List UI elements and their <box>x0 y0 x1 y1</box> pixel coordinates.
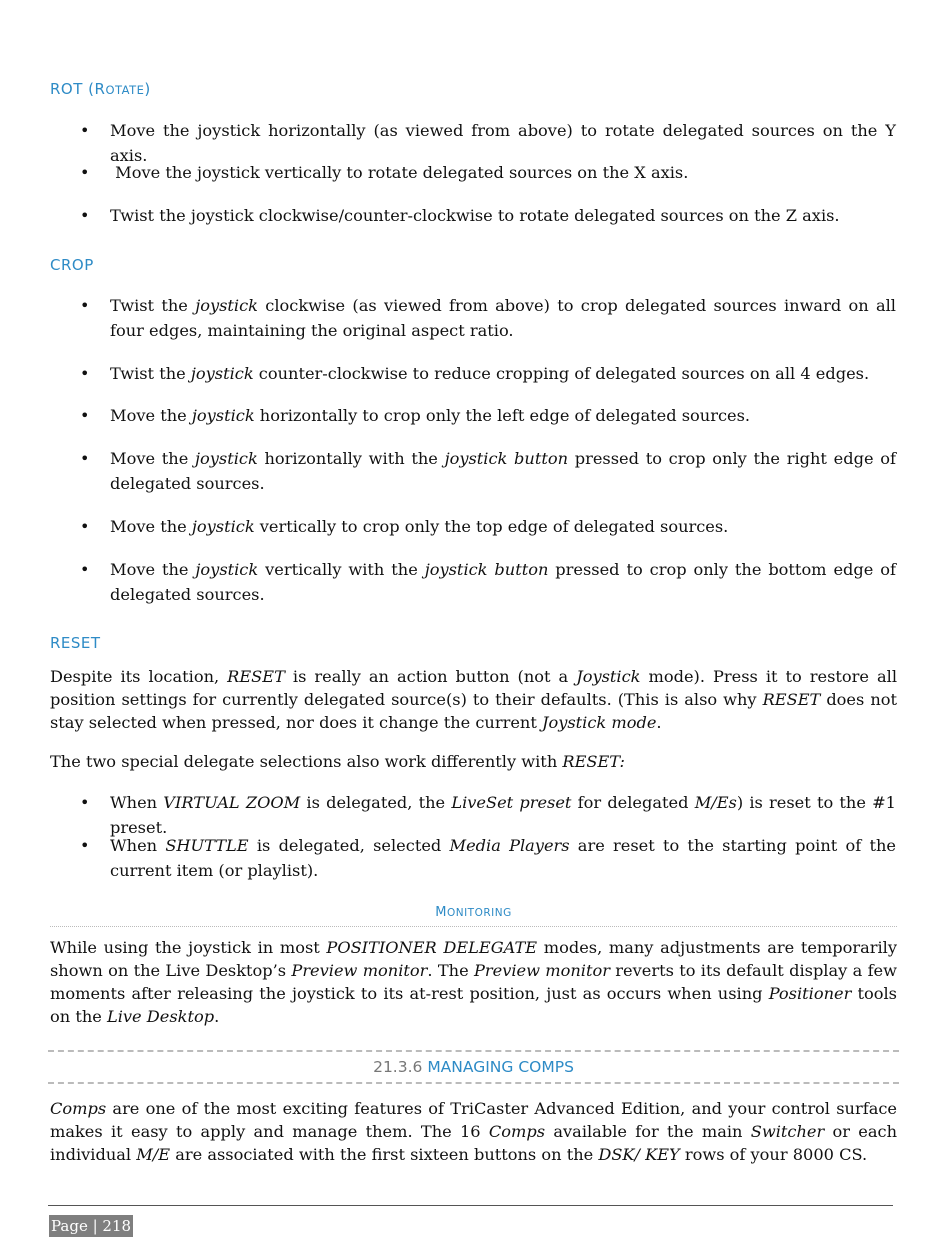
comps-paragraph: Comps are one of the most exciting features of TriCaster Advanced Edition, and your control surface makes it easy to apply and manage them. The 16 Comps available for the main Switcher or each individual M/E are associated with the first sixteen buttons on the DSK/ KEY rows of your 8000 CS. <box>50 1099 898 1164</box>
list-item: • Move the joystick horizontally to crop only the left edge of delegated sources. <box>80 403 896 428</box>
bullet-icon: • <box>80 206 90 225</box>
monitoring-heading: MONITORING <box>435 905 512 920</box>
section-number: 21.3.6 <box>373 1058 428 1076</box>
bullet-icon: • <box>80 163 90 182</box>
list-item: • Move the joystick vertically with the joystick button pressed to crop only the bottom edge of delegated sources. <box>80 557 896 607</box>
list-item: • Move the joystick horizontally (as viewed from above) to rotate delegated sources on the Y axis. <box>80 118 896 168</box>
list-item: • When SHUTTLE is delegated, selected Media Players are reset to the starting point of the current item (or playlist). <box>80 833 896 883</box>
crop-heading: CROP <box>50 256 94 274</box>
footer-rule <box>48 1205 893 1206</box>
list-item: • When VIRTUAL ZOOM is delegated, the LiveSet preset for delegated M/Es) is reset to the #1 preset. <box>80 790 896 840</box>
bullet-icon: • <box>80 406 90 425</box>
section-title: MANAGING COMPS <box>427 1058 574 1076</box>
reset-paragraph: Despite its location, RESET is really an action button (not a Joystick mode). Press it to restore all position settings for currently delegated source(s) to their defaults. (This is also why RESET does not stay selected when pressed, nor does it change the current Joystick mode. <box>50 667 898 732</box>
bullet-icon: • <box>80 560 90 579</box>
reset-heading: RESET <box>50 634 101 652</box>
bullet-icon: • <box>80 836 90 855</box>
bullet-icon: • <box>80 121 90 140</box>
divider <box>50 926 897 927</box>
list-item: • Twist the joystick counter-clockwise to reduce cropping of delegated sources on all 4 edges. <box>80 361 896 386</box>
bullet-icon: • <box>80 296 90 315</box>
bullet-icon: • <box>80 793 90 812</box>
bullet-icon: • <box>80 517 90 536</box>
list-item: • Twist the joystick clockwise/counter-clockwise to rotate delegated sources on the Z axis. <box>80 203 896 228</box>
list-item: • Move the joystick horizontally with the joystick button pressed to crop only the right edge of delegated sources. <box>80 446 896 496</box>
rot-heading: ROT (ROTATE) <box>50 80 151 98</box>
section-heading <box>48 1050 899 1084</box>
list-item: • Move the joystick vertically to rotate delegated sources on the X axis. <box>80 160 896 185</box>
list-item: • Move the joystick vertically to crop only the top edge of delegated sources. <box>80 514 896 539</box>
list-item: • Twist the joystick clockwise (as viewed from above) to crop delegated sources inward on all four edges, maintaining the original aspect ratio. <box>80 293 896 343</box>
reset-intro-paragraph: The two special delegate selections also work differently with RESET: <box>50 752 625 771</box>
bullet-icon: • <box>80 364 90 383</box>
monitoring-paragraph: While using the joystick in most POSITIONER DELEGATE modes, many adjustments are temporarily shown on the Live Desktop’s Preview monitor. The Preview monitor reverts to its default display a few moments after releasing the joystick to its at-rest position, just as occurs when using Positioner tools on the Live Desktop. <box>50 938 897 1026</box>
bullet-icon: • <box>80 449 90 468</box>
page-number: Page | 218 <box>51 1217 132 1235</box>
